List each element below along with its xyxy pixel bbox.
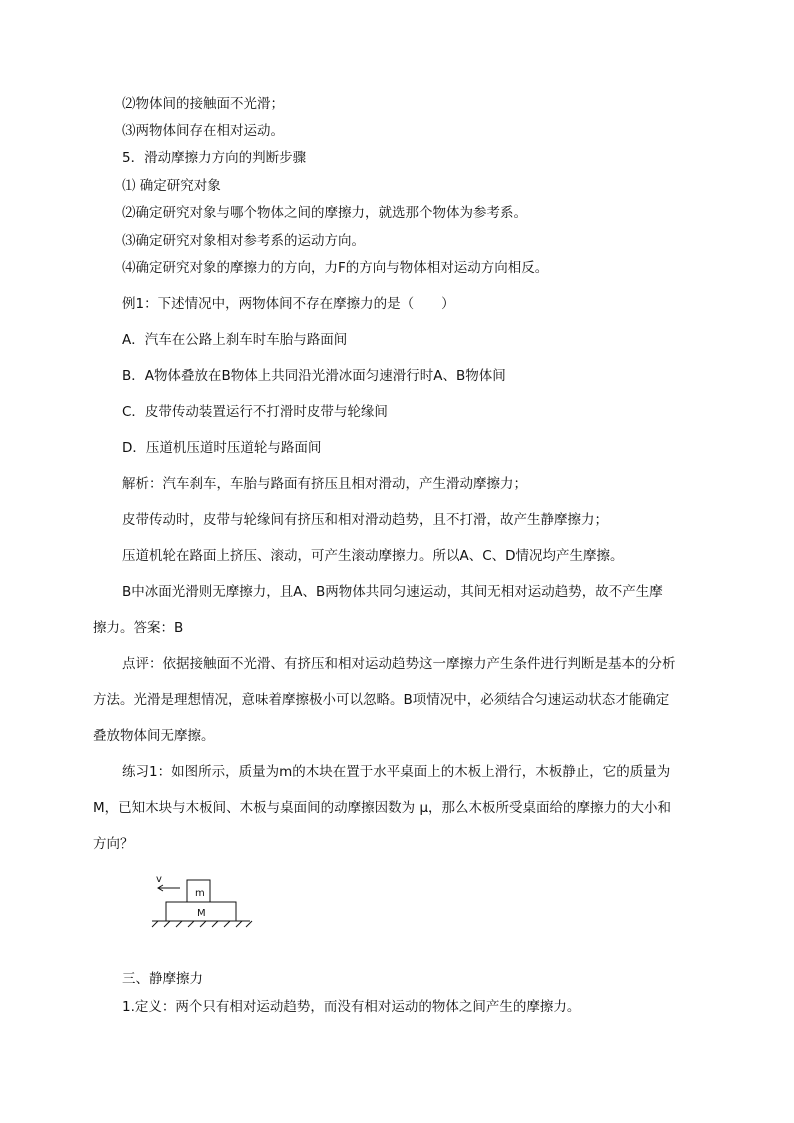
comment-line-3: 叠放物体间无摩擦。 <box>93 728 215 744</box>
large-block-label: M <box>197 908 206 919</box>
section-heading-direction-steps: 5．滑动摩擦力方向的判断步骤 <box>122 150 307 166</box>
comment-line-1: 点评：依据接触面不光滑、有挤压和相对运动趋势这一摩擦力产生条件进行判断是基本的分析 <box>122 656 676 672</box>
exercise-1-line-2: M，已知木块与木板间、木板与桌面间的动摩擦因数为 μ，那么木板所受桌面给的摩擦力的大小和 <box>93 800 672 816</box>
condition-3: ⑶两物体间存在相对运动。 <box>122 123 284 139</box>
option-a: A．汽车在公路上刹车时车胎与路面间 <box>122 332 348 348</box>
exercise-1-line-3: 方向？ <box>93 836 134 852</box>
block-on-board-diagram <box>148 866 258 928</box>
section-heading-static-friction: 三、静摩擦力 <box>122 971 203 987</box>
condition-2: ⑵物体间的接触面不光滑； <box>122 96 284 112</box>
option-d: D．压道机压道时压道轮与路面间 <box>122 440 322 456</box>
answer-line: 擦力。答案：B <box>93 620 184 636</box>
step-1: ⑴ 确定研究对象 <box>122 178 221 194</box>
option-c: C．皮带传动装置运行不打滑时皮带与轮缘间 <box>122 404 388 420</box>
comment-line-2: 方法。光滑是理想情况，意味着摩擦极小可以忽略。B项情况中，必须结合匀速运动状态才能确定 <box>93 692 670 708</box>
step-4: ⑷确定研究对象的摩擦力的方向，力F的方向与物体相对运动方向相反。 <box>122 260 549 276</box>
analysis-line-4: B中冰面光滑则无摩擦力，且A、B两物体共同匀速运动，其间无相对运动趋势，故不产生摩 <box>122 584 663 600</box>
analysis-line-3: 压道机轮在路面上挤压、滚动，可产生滚动摩擦力。所以A、C、D情况均产生摩擦。 <box>122 548 624 564</box>
exercise-1-line-1: 练习1：如图所示，质量为m的木块在置于水平桌面上的木板上滑行，木板静止，它的质量为 <box>122 764 671 780</box>
step-2: ⑵确定研究对象与哪个物体之间的摩擦力，就选那个物体为参考系。 <box>122 205 527 221</box>
small-block-label: m <box>195 888 205 899</box>
velocity-label: v <box>156 874 162 885</box>
example-1-question: 例1：下述情况中，两物体间不存在摩擦力的是（ ） <box>122 296 455 312</box>
analysis-line-1: 解析：汽车刹车，车胎与路面有挤压且相对滑动，产生滑动摩擦力； <box>122 476 527 492</box>
static-friction-definition: 1.定义：两个只有相对运动趋势，而没有相对运动的物体之间产生的摩擦力。 <box>122 999 581 1015</box>
step-3: ⑶确定研究对象相对参考系的运动方向。 <box>122 233 365 249</box>
ground-hatching <box>152 921 252 927</box>
analysis-line-2: 皮带传动时，皮带与轮缘间有挤压和相对滑动趋势，且不打滑，故产生静摩擦力； <box>122 512 608 528</box>
option-b: B．A物体叠放在B物体上共同沿光滑冰面匀速滑行时A、B物体间 <box>122 368 506 384</box>
